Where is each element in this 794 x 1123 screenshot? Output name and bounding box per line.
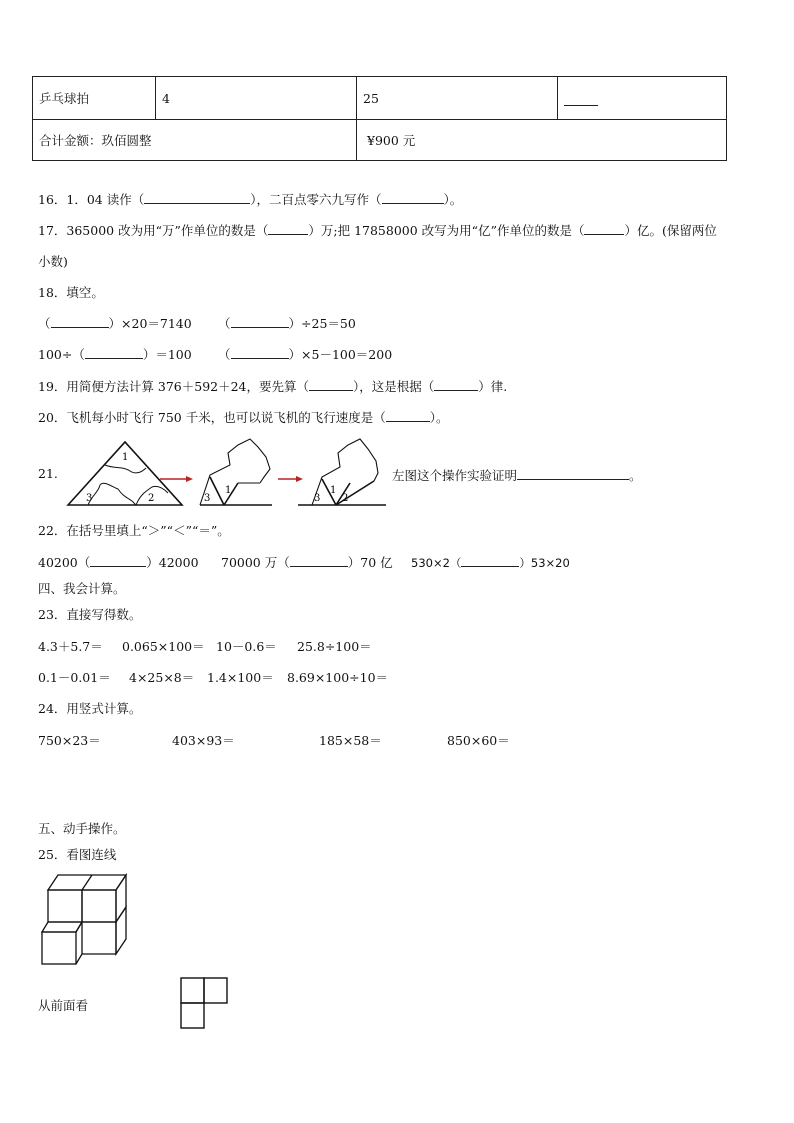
question-text: 19．用简便方法计算 376＋592＋24，要先算（ (38, 379, 310, 394)
question-text: （ (38, 316, 51, 331)
question-22-item (411, 553, 570, 571)
question-text: ）律. (478, 379, 508, 394)
section-5-heading: 五、动手操作。 (38, 821, 126, 836)
question-text: ）。 (429, 410, 449, 425)
answer-blank[interactable] (382, 190, 444, 204)
angle-label: 3 (204, 493, 211, 504)
answer-blank[interactable] (517, 466, 629, 480)
question-18-item (38, 345, 192, 363)
question-text: 530×2（ (411, 556, 462, 570)
question-18-title: 18．填空。 (38, 285, 104, 300)
answer-blank[interactable] (231, 314, 289, 328)
question-text: 40200（ (38, 555, 91, 570)
question-17 (38, 221, 717, 239)
view-label: 从前面看 (38, 998, 89, 1013)
price-table (32, 76, 727, 161)
question-text: ），二百点零六九写作（ (250, 192, 382, 207)
cube-stack-figure (38, 870, 130, 970)
question-25-title: 25．看图连线 (38, 847, 117, 862)
question-text: ），这是根据（ (353, 379, 435, 394)
angle-label: 1 (225, 485, 232, 496)
question-text: 20．飞机每小时飞行 750 千米，也可以说飞机的飞行速度是（ (38, 410, 386, 425)
question-text: ）42000 (146, 555, 199, 570)
question-text: ）万;把 17858000 改写为用“亿”作单位的数是（ (308, 223, 585, 238)
answer-blank[interactable] (85, 345, 143, 359)
section-4-heading: 四、我会计算。 (38, 581, 126, 596)
calc-item: 750×23＝ (38, 733, 101, 748)
calc-item: 4.3＋5.7＝ (38, 639, 103, 654)
calc-item: 10－0.6＝ (216, 639, 277, 654)
question-16 (38, 190, 462, 208)
calc-item: 0.1－0.01＝ (38, 670, 111, 685)
table-cell (558, 77, 727, 120)
question-18-item (218, 314, 356, 332)
question-text: ）70 亿 (347, 555, 393, 570)
question-text: ）×5－100＝200 (288, 347, 393, 362)
calc-item: 8.69×100÷10＝ (287, 670, 389, 685)
answer-blank[interactable] (290, 553, 348, 567)
answer-blank[interactable] (309, 377, 353, 391)
table-row (33, 120, 727, 161)
question-text: 。 (629, 468, 642, 483)
question-22-item (38, 553, 199, 571)
table-cell: ¥900 元 (357, 120, 727, 161)
question-text: 16．1．04 读作（ (38, 192, 145, 207)
triangle-experiment-figure (60, 435, 390, 510)
answer-blank[interactable] (564, 93, 598, 106)
question-text: 左图这个操作实验证明 (392, 468, 518, 483)
question-18-item (218, 345, 392, 363)
answer-blank[interactable] (231, 345, 289, 359)
calc-item: 1.4×100＝ (207, 670, 274, 685)
answer-blank[interactable] (584, 221, 624, 235)
question-text: ）×20＝7140 (108, 316, 192, 331)
question-24-title: 24．用竖式计算。 (38, 701, 142, 716)
question-19 (38, 377, 507, 395)
answer-blank[interactable] (268, 221, 308, 235)
question-18-item (38, 314, 192, 332)
answer-blank[interactable] (144, 190, 250, 204)
calc-item: 25.8÷100＝ (297, 639, 372, 654)
question-22-title: 22．在括号里填上“＞”“＜”“＝”。 (38, 523, 230, 538)
question-text: ）亿。(保留两位 (624, 223, 717, 238)
arrow-right-icon (278, 476, 303, 482)
angle-label: 1 (330, 485, 337, 496)
angle-label: 3 (86, 493, 93, 504)
table-row (33, 77, 727, 120)
question-text: 17．365000 改为用“万”作单位的数是（ (38, 223, 269, 238)
question-text: 70000 万（ (221, 555, 290, 570)
question-text: ）÷25＝50 (288, 316, 356, 331)
question-21-number: 21. (38, 466, 58, 481)
answer-blank[interactable] (90, 553, 146, 567)
calc-item: 0.065×100＝ (122, 639, 205, 654)
calc-item: 4×25×8＝ (129, 670, 195, 685)
answer-blank[interactable] (434, 377, 478, 391)
table-cell: 合计金额：玖佰圆整 (33, 120, 357, 161)
question-20 (38, 408, 448, 426)
question-22-item (221, 553, 393, 571)
triangle-figure-2 (200, 439, 272, 505)
angle-label: 1 (122, 452, 129, 463)
question-text: ）53×20 (519, 556, 570, 570)
question-text: （ (218, 316, 231, 331)
table-cell: 乒乓球拍 (33, 77, 156, 120)
front-view-shape[interactable] (180, 977, 230, 1031)
answer-blank[interactable] (386, 408, 430, 422)
question-text: （ (218, 347, 231, 362)
question-text: ）＝100 (142, 347, 192, 362)
arrow-right-icon (160, 476, 193, 482)
table-cell: 4 (156, 77, 357, 120)
question-17-cont: 小数) (38, 254, 68, 269)
angle-label: 2 (148, 493, 155, 504)
question-text: ）。 (443, 192, 463, 207)
angle-label: 2 (342, 493, 349, 504)
calc-item: 403×93＝ (172, 733, 235, 748)
question-23-title: 23．直接写得数。 (38, 607, 142, 622)
angle-label: 3 (314, 493, 321, 504)
question-text: 100÷（ (38, 347, 85, 362)
answer-blank[interactable] (461, 553, 519, 567)
answer-blank[interactable] (51, 314, 109, 328)
question-21-text (392, 466, 642, 484)
calc-item: 850×60＝ (447, 733, 510, 748)
table-cell: 25 (357, 77, 558, 120)
calc-item: 185×58＝ (319, 733, 382, 748)
